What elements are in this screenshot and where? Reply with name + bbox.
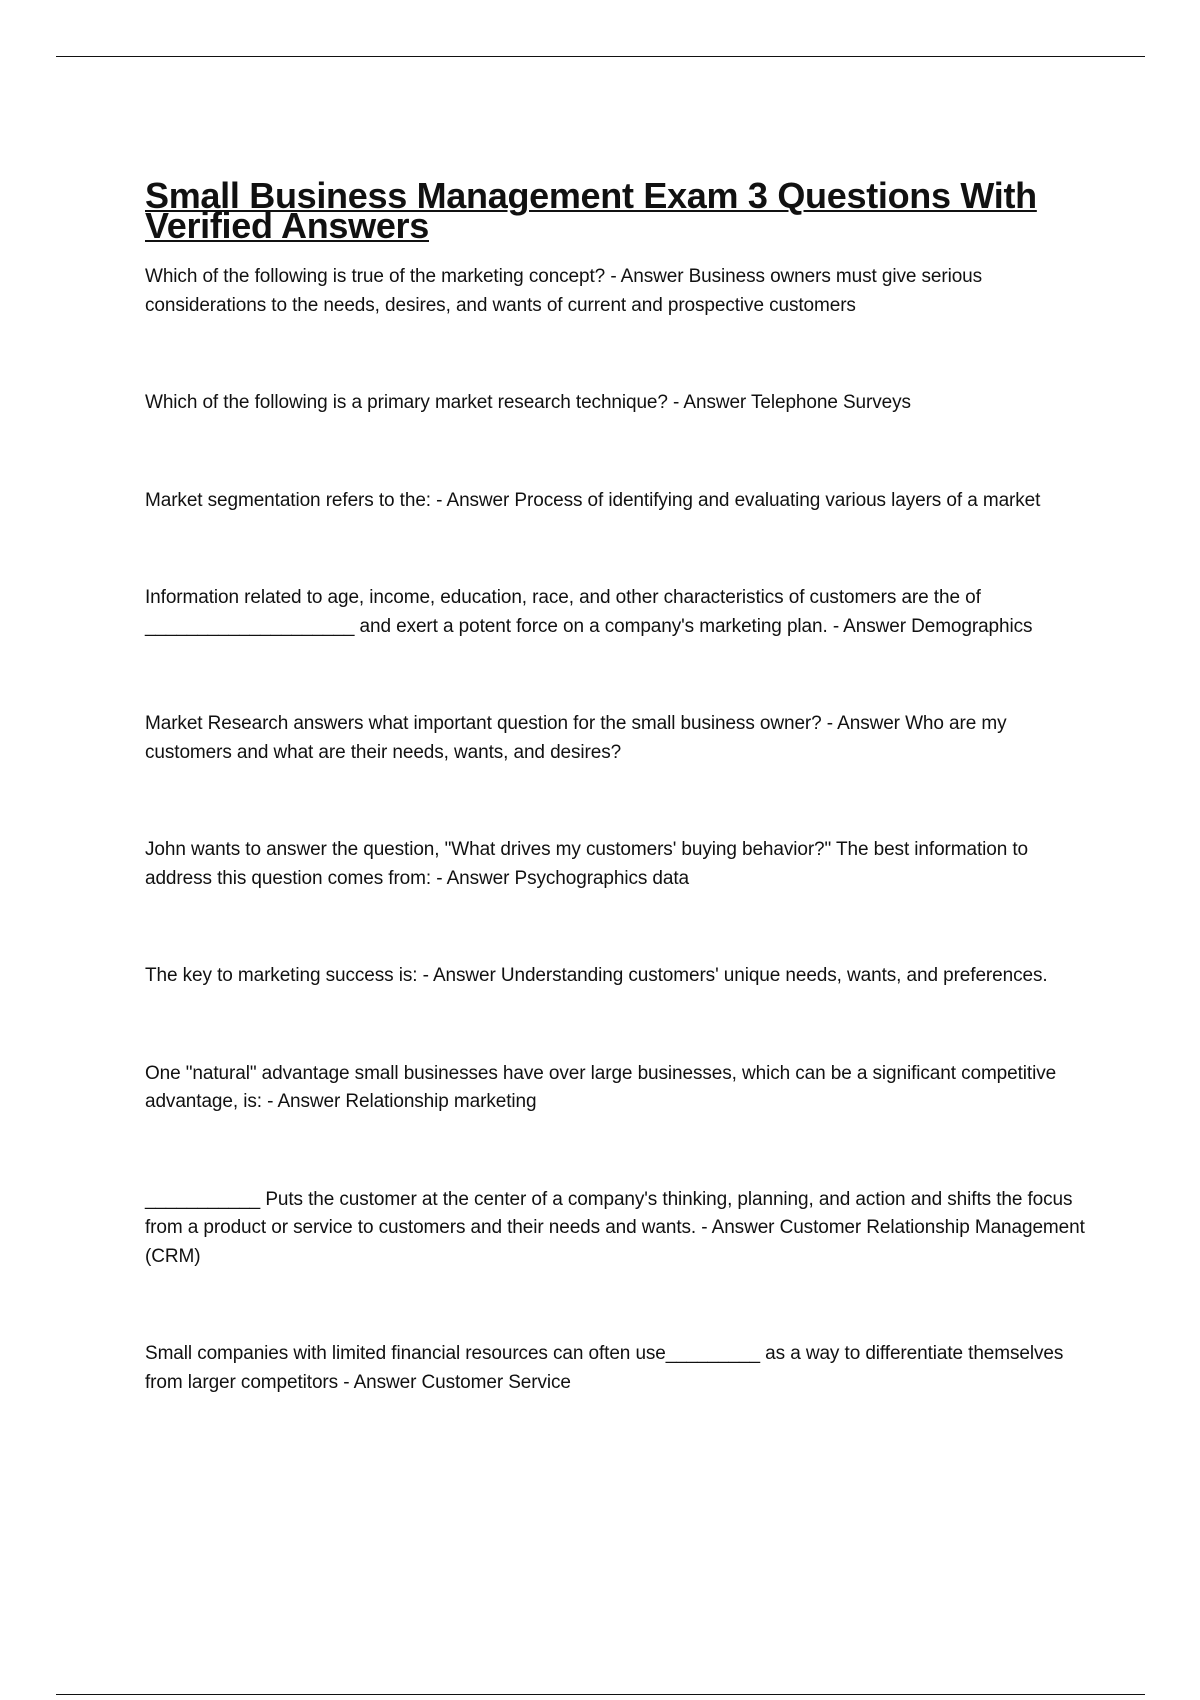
qa-item-1: Which of the following is true of the marketing concept? - Answer Business owners must give serious considerations to the needs, desires, and wants of current and prospective customers — [145, 266, 988, 316]
qa-item-7: The key to marketing success is: - Answer Understanding customers' unique needs, wants, and preferences. — [145, 965, 1048, 986]
top-rule — [56, 56, 1145, 57]
qa-item-5: Market Research answers what important question for the small business owner? - Answer Who are my customers and what are their needs, wants, and desires? — [145, 713, 1012, 763]
qa-item-6: John wants to answer the question, "What drives my customers' buying behavior?" The best information to address this question comes from: - Answer Psychographics data — [145, 839, 1034, 889]
qa-item-2: Which of the following is a primary market research technique? - Answer Telephone Surveys — [145, 392, 911, 413]
qa-item-9: ___________ Puts the customer at the center of a company's thinking, planning, and action and shifts the focus from a product or service to customers and their needs and wants. - Answer Customer Relationship Management (CRM) — [145, 1188, 1090, 1267]
qa-item-8: One "natural" advantage small businesses have over large businesses, which can be a significant competitive advantage, is: - Answer Relationship marketing — [145, 1062, 1062, 1112]
document-title: Small Business Management Exam 3 Questions With Verified Answers — [145, 175, 1037, 246]
qa-list — [145, 263, 1090, 1397]
qa-item-4: Information related to age, income, education, race, and other characteristics of customers are the of ____________________ and exert a potent force on a company's marketing plan. - Answer Demographics — [145, 587, 1033, 637]
qa-item-10: Small companies with limited financial resources can often use_________ as a way to differentiate themselves from larger competitors - Answer Customer Service — [145, 1343, 1069, 1393]
qa-item-3: Market segmentation refers to the: - Answer Process of identifying and evaluating various layers of a market — [145, 489, 1041, 511]
bottom-rule — [56, 1694, 1145, 1695]
document-body — [145, 175, 1090, 1466]
